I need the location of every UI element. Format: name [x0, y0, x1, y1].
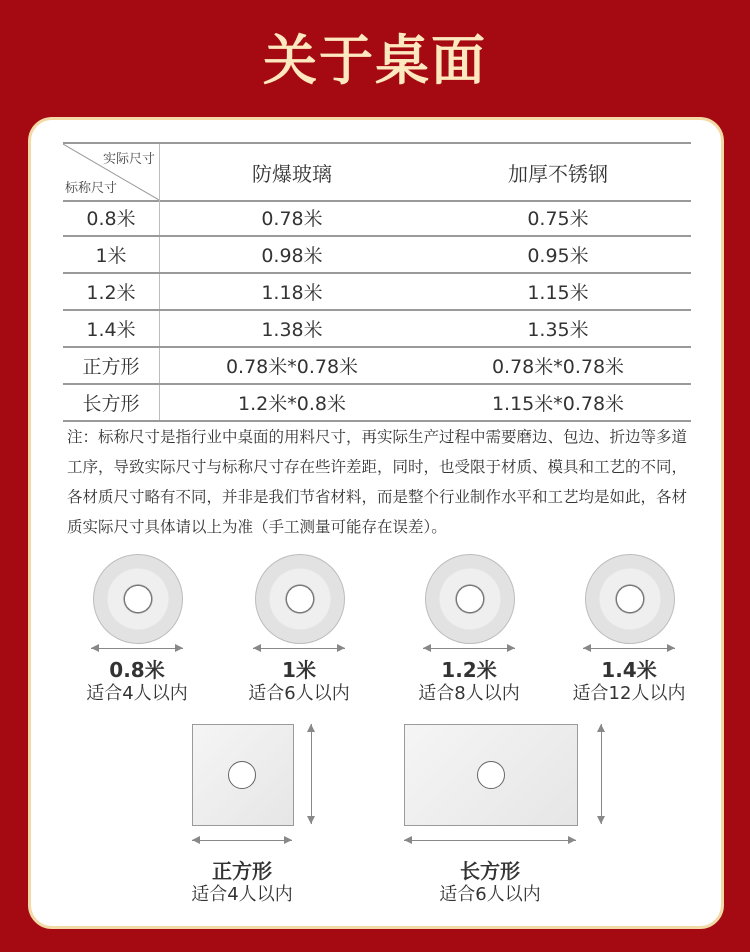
rectangle-tabletop-icon	[404, 724, 578, 826]
steel-value: 1.15米*0.78米	[491, 393, 625, 415]
content-card	[28, 117, 724, 929]
corner-label-nominal: 标称尺寸	[65, 181, 118, 196]
glass-value: 1.2米*0.8米	[238, 393, 346, 415]
row-label: 1米	[63, 237, 160, 272]
round-tabletop-icon	[255, 554, 345, 644]
round-capacity-label: 适合8人以内	[418, 683, 520, 704]
rectangle-shape-label: 长方形	[460, 859, 520, 883]
row-label: 0.8米	[63, 200, 160, 235]
diameter-arrow-icon	[423, 642, 515, 654]
table-corner-cell	[63, 144, 159, 200]
width-arrow-icon	[404, 834, 576, 846]
square-shape-label: 正方形	[212, 859, 272, 883]
table-header-row	[63, 142, 691, 202]
table-row	[63, 311, 691, 348]
page-title: 关于桌面	[263, 29, 487, 92]
column-header-steel: 加厚不锈钢	[508, 161, 608, 186]
height-arrow-icon	[595, 724, 607, 824]
round-tabletop-icon	[93, 554, 183, 644]
table-row	[63, 348, 691, 385]
square-tabletop-icon	[192, 724, 294, 826]
width-arrow-icon	[192, 834, 292, 846]
row-label: 正方形	[63, 348, 160, 383]
glass-value: 0.98米	[261, 245, 323, 267]
round-capacity-label: 适合12人以内	[572, 683, 686, 704]
round-size-label: 1.2米	[441, 658, 497, 682]
rectangle-capacity-label: 适合6人以内	[439, 884, 541, 905]
row-label: 1.2米	[63, 274, 160, 309]
row-label: 长方形	[63, 385, 160, 420]
table-row	[63, 385, 691, 422]
round-size-label: 0.8米	[109, 658, 165, 682]
glass-value: 1.38米	[261, 319, 323, 341]
round-capacity-label: 适合4人以内	[86, 683, 188, 704]
table-row	[63, 237, 691, 274]
diameter-arrow-icon	[91, 642, 183, 654]
glass-value: 1.18米	[261, 282, 323, 304]
size-note: 注：标称尺寸是指行业中桌面的用料尺寸，再实际生产过程中需要磨边、包边、折边等多道工序，导致实际尺寸与标称尺寸存在些许差距，同时，也受限于材质、模具和工艺的不同，各材质尺寸略有不同，并非是我们节省材料，而是整个行业制作水平和工艺均是如此，各材质实际尺寸具体请以上为准（手工测量可能存在误差）。	[67, 428, 688, 536]
row-label: 1.4米	[63, 311, 160, 346]
glass-value: 0.78米*0.78米	[225, 356, 359, 378]
glass-value: 0.78米	[261, 208, 323, 230]
height-arrow-icon	[305, 724, 317, 824]
column-header-glass: 防爆玻璃	[252, 161, 332, 186]
steel-value: 0.78米*0.78米	[491, 356, 625, 378]
table-row	[63, 274, 691, 311]
steel-value: 0.75米	[527, 208, 589, 230]
round-tabletop-icon	[585, 554, 675, 644]
steel-value: 1.15米	[527, 282, 589, 304]
diameter-arrow-icon	[253, 642, 345, 654]
table-row	[63, 200, 691, 237]
steel-value: 0.95米	[527, 245, 589, 267]
round-capacity-label: 适合6人以内	[248, 683, 350, 704]
center-hole-icon	[228, 761, 256, 789]
square-capacity-label: 适合4人以内	[191, 884, 293, 905]
round-size-label: 1.4米	[601, 658, 657, 682]
round-tabletop-icon	[425, 554, 515, 644]
round-size-label: 1米	[282, 658, 316, 682]
steel-value: 1.35米	[527, 319, 589, 341]
corner-label-actual: 实际尺寸	[102, 152, 155, 167]
diameter-arrow-icon	[583, 642, 675, 654]
center-hole-icon	[477, 761, 505, 789]
